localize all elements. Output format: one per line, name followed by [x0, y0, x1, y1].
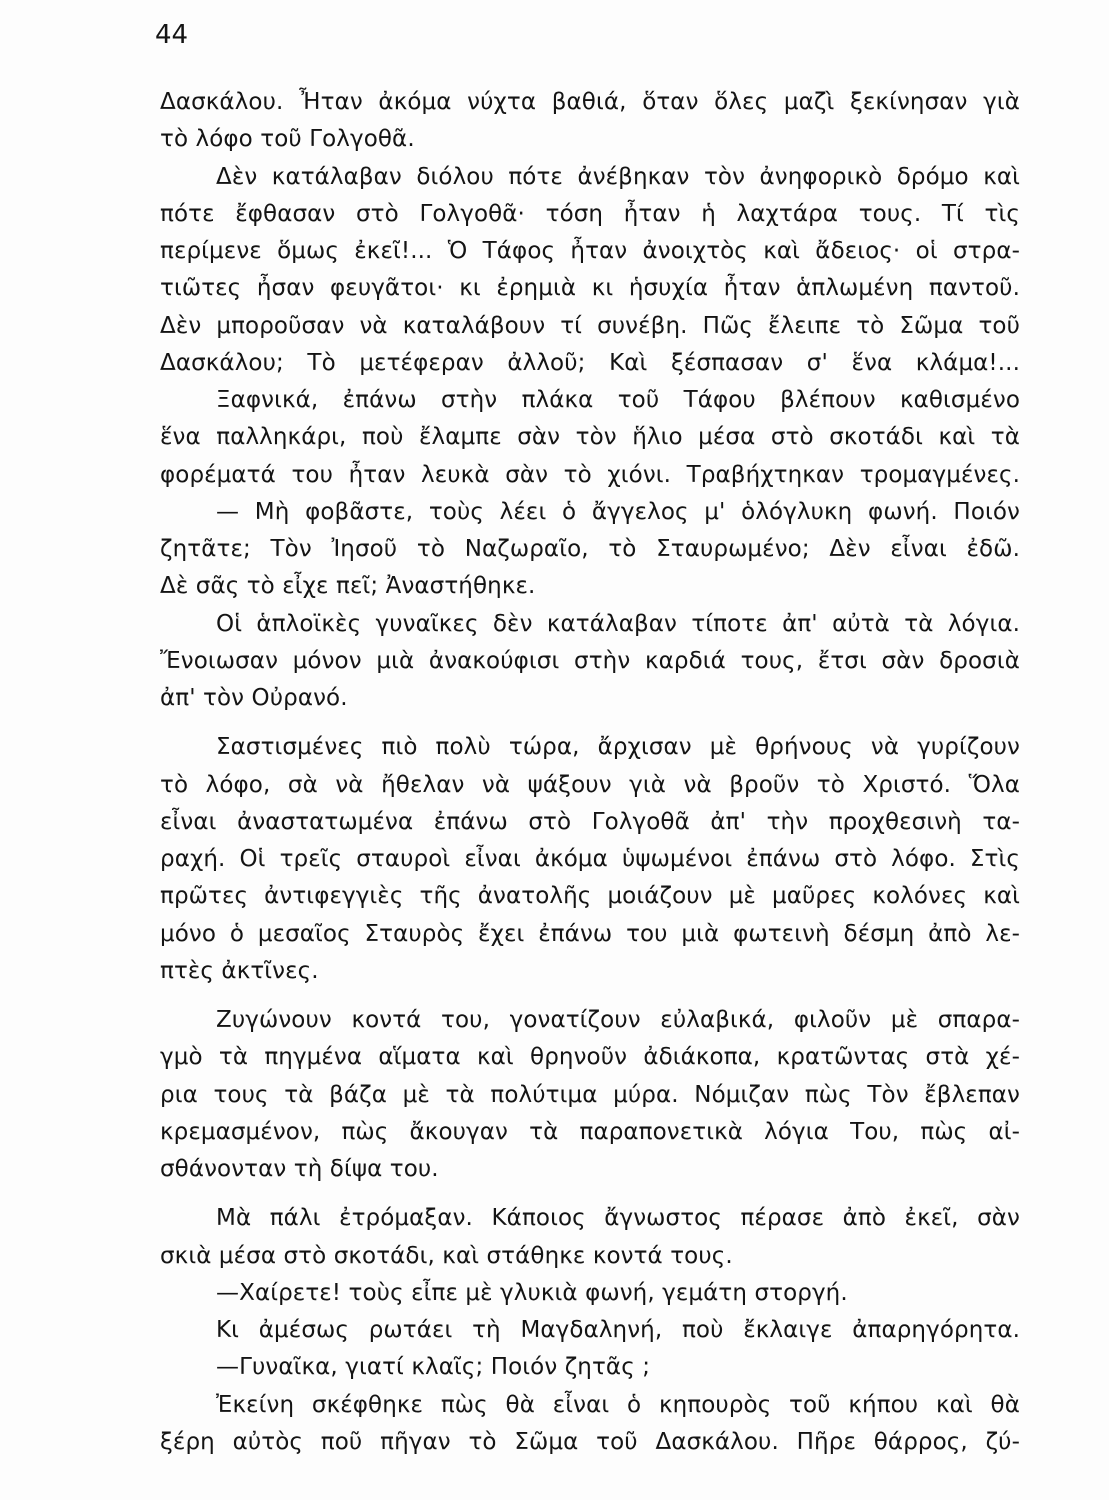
text-line: Μὰ πάλι ἐτρόμαξαν. Κάποιος ἄγνωστος πέρασε ἀπὸ ἐκεῖ, σὰν: [216, 1205, 1020, 1232]
text-line: Ξαφνικά, ἐπάνω στὴν πλάκα τοῦ Τάφου βλέπουν καθισμένο: [216, 387, 1020, 413]
text-line: Σαστισμένες πιὸ πολὺ τώρα, ἄρχισαν μὲ θρήνους νὰ γυρίζουν: [216, 734, 1020, 761]
text-line: γμὸ τὰ πηγμένα αἵματα καὶ θρηνοῦν ἀδιάκοπα, κρατῶντας στὰ χέ-: [160, 1044, 1020, 1071]
text-line: Δὲ σᾶς τὸ εἶχε πεῖ; Ἀναστήθηκε.: [160, 573, 536, 600]
text-line: τιῶτες ἦσαν φευγᾶτοι· κι ἐρημιὰ κι ἡσυχία ἦταν ἁπλωμένη παντοῦ.: [160, 275, 1020, 302]
text-line: μόνο ὁ μεσαῖος Σταυρὸς ἔχει ἐπάνω του μιὰ φωτεινὴ δέσμη ἀπὸ λε-: [160, 920, 1020, 947]
text-line: πτὲς ἀκτῖνες.: [160, 957, 319, 984]
page-number: 44: [155, 20, 189, 50]
text-line: Ἔνοιωσαν μόνον μιὰ ἀνακούφισι στὴν καρδιά τους, ἔτσι σὰν δροσιὰ: [160, 647, 1020, 674]
text-line: ἕνα παλληκάρι, ποὺ ἔλαμπε σὰν τὸν ἥλιο μέσα στὸ σκοτάδι καὶ τὰ: [160, 424, 1020, 451]
text-line: ρια τους τὰ βάζα μὲ τὰ πολύτιμα μύρα. Νόμιζαν πὼς Τὸν ἔβλεπαν: [160, 1081, 1020, 1108]
text-line: ζητᾶτε; Τὸν Ἰησοῦ τὸ Ναζωραῖο, τὸ Σταυρωμένο; Δὲν εἶναι ἐδῶ.: [160, 536, 1020, 562]
text-line: Δὲν κατάλαβαν διόλου πότε ἀνέβηκαν τὸν ἀνηφορικὸ δρόμο καὶ: [216, 163, 1020, 190]
text-line: τὸ λόφο, σὰ νὰ ἤθελαν νὰ ψάξουν γιὰ νὰ βροῦν τὸ Χριστό. Ὅλα: [160, 771, 1020, 798]
text-line: κρεμασμένον, πὼς ἄκουγαν τὰ παραπονετικὰ λόγια Του, πὼς αἰ-: [160, 1118, 1020, 1145]
text-line: ξέρη αὐτὸς ποῦ πῆγαν τὸ Σῶμα τοῦ Δασκάλου. Πῆρε θάρρος, ζύ-: [160, 1428, 1020, 1455]
text-line: —Γυναῖκα, γιατί κλαῖς; Ποιόν ζητᾶς ;: [216, 1354, 651, 1381]
text-line: Δασκάλου; Τὸ μετέφεραν ἀλλοῦ; Καὶ ξέσπασαν σ' ἕνα κλάμα!...: [160, 349, 1020, 376]
text-body: [160, 84, 1020, 1461]
text-line: τὸ λόφο τοῦ Γολγοθᾶ.: [160, 126, 415, 153]
text-line: Ζυγώνουν κοντά του, γονατίζουν εὐλαβικά, φιλοῦν μὲ σπαρα-: [216, 1007, 1020, 1033]
text-line: πρῶτες ἀντιφεγγιὲς τῆς ἀνατολῆς μοιάζουν μὲ μαῦρες κολόνες καὶ: [160, 883, 1020, 910]
text-line: Οἱ ἁπλοϊκὲς γυναῖκες δὲν κατάλαβαν τίποτε ἀπ' αὐτὰ τὰ λόγια.: [216, 610, 1020, 637]
text-line: ραχή. Οἱ τρεῖς σταυροὶ εἶναι ἀκόμα ὑψωμένοι ἐπάνω στὸ λόφο. Στὶς: [160, 846, 1020, 872]
text-line: εἶναι ἀναστατωμένα ἐπάνω στὸ Γολγοθᾶ ἀπ' τὴν προχθεσινὴ τα-: [160, 808, 1020, 835]
text-line: περίμενε ὅμως ἐκεῖ!... Ὁ Τάφος ἦταν ἀνοιχτὸς καὶ ἄδειος· οἱ στρα-: [160, 238, 1020, 264]
text-line: σθάνονταν τὴ δίψα του.: [160, 1156, 439, 1182]
text-line: σκιὰ μέσα στὸ σκοτάδι, καὶ στάθηκε κοντά τους.: [160, 1242, 733, 1269]
text-line: Ἐκείνη σκέφθηκε πὼς θὰ εἶναι ὁ κηπουρὸς τοῦ κήπου καὶ θὰ: [216, 1391, 1020, 1418]
text-line: πότε ἔφθασαν στὸ Γολγοθᾶ· τόση ἦταν ἡ λαχτάρα τους. Τί τὶς: [160, 200, 1020, 227]
text-line: φορέματά του ἦταν λευκὰ σὰν τὸ χιόνι. Τραβήχτηκαν τρομαγμένες.: [160, 461, 1020, 488]
text-line: Κι ἀμέσως ρωτάει τὴ Μαγδαληνή, ποὺ ἔκλαιγε ἀπαρηγόρητα.: [216, 1317, 1020, 1343]
text-line: Δὲν μποροῦσαν νὰ καταλάβουν τί συνέβη. Πῶς ἔλειπε τὸ Σῶμα τοῦ: [160, 312, 1020, 339]
text-line: Δασκάλου. Ἦταν ἀκόμα νύχτα βαθιά, ὅταν ὅλες μαζὶ ξεκίνησαν γιὰ: [160, 89, 1020, 115]
text-line: —Χαίρετε! τοὺς εἶπε μὲ γλυκιὰ φωνή, γεμάτη στοργή.: [216, 1279, 848, 1306]
text-line: — Μὴ φοβᾶστε, τοὺς λέει ὁ ἄγγελος μ' ὁλόγλυκη φωνή. Ποιόν: [216, 498, 1020, 525]
text-line: ἀπ' τὸν Οὐρανό.: [160, 685, 348, 711]
